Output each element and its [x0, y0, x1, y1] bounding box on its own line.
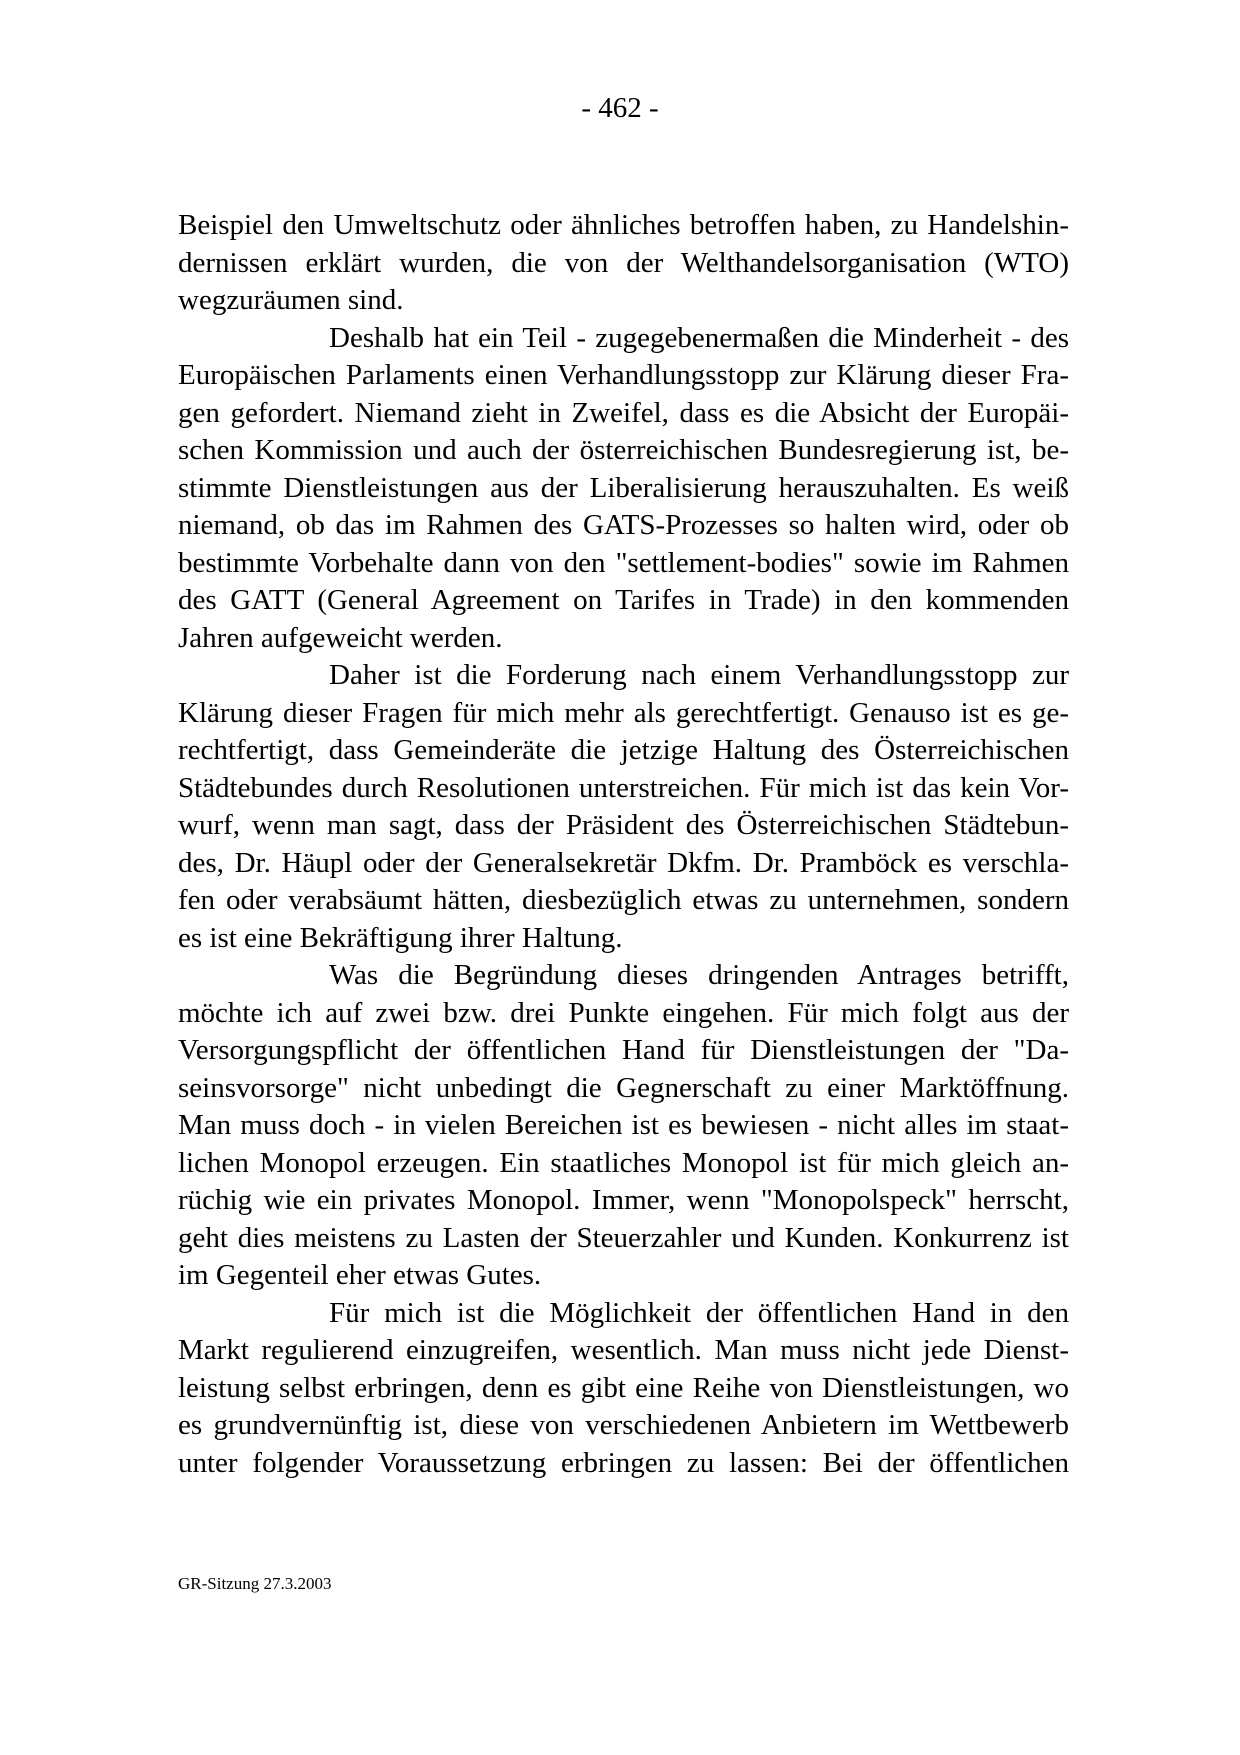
- text-line: wegzuräumen sind.: [178, 284, 404, 316]
- body-text: [178, 207, 1069, 1482]
- text-line: bestimmte Vorbehalte dann von den "settlement-bodies" sowie im Rahmen: [178, 546, 1069, 579]
- text-line: Daher ist die Forderung nach einem Verhandlungsstopp zur: [329, 659, 1069, 691]
- text-line: unter folgender Voraussetzung erbringen zu lassen: Bei der öffentlichen: [178, 1446, 1069, 1479]
- text-line: Markt regulierend einzugreifen, wesentlich. Man muss nicht jede Dienst-: [178, 1334, 1069, 1366]
- text-line: Beispiel den Umweltschutz oder ähnliches betroffen haben, zu Handelshin-: [178, 209, 1069, 241]
- text-line: Deshalb hat ein Teil - zugegebenermaßen die Minderheit - des: [329, 321, 1069, 354]
- text-line: Versorgungspflicht der öffentlichen Hand für Dienstleistungen der "Da-: [178, 1034, 1069, 1066]
- text-line: rechtfertigt, dass Gemeinderäte die jetzige Haltung des Österreichischen: [178, 734, 1069, 766]
- text-line: seinsvorsorge" nicht unbedingt die Gegnerschaft zu einer Marktöffnung.: [178, 1071, 1069, 1104]
- text-line: Städtebundes durch Resolutionen unterstreichen. Für mich ist das kein Vor-: [178, 771, 1069, 804]
- text-line: geht dies meistens zu Lasten der Steuerzahler und Kunden. Konkurrenz ist: [178, 1221, 1069, 1254]
- text-line: des GATT (General Agreement on Tarifes in Trade) in den kommenden: [178, 584, 1069, 616]
- text-line: lichen Monopol erzeugen. Ein staatliches Monopol ist für mich gleich an-: [178, 1146, 1069, 1179]
- text-line: es ist eine Bekräftigung ihrer Haltung.: [178, 921, 623, 954]
- page-number: - 462 -: [581, 92, 659, 124]
- text-line: gen gefordert. Niemand zieht in Zweifel, dass es die Absicht der Europäi-: [178, 396, 1069, 429]
- text-line: Für mich ist die Möglichkeit der öffentlichen Hand in den: [329, 1296, 1069, 1329]
- text-line: stimmte Dienstleistungen aus der Liberalisierung herauszuhalten. Es weiß: [178, 471, 1069, 504]
- text-line: Klärung dieser Fragen für mich mehr als gerechtfertigt. Genauso ist es ge-: [178, 696, 1069, 729]
- text-line: möchte ich auf zwei bzw. drei Punkte eingehen. Für mich folgt aus der: [178, 996, 1069, 1029]
- text-line: Jahren aufgeweicht werden.: [178, 621, 503, 654]
- text-line: rüchig wie ein privates Monopol. Immer, wenn "Monopolspeck" herrscht,: [178, 1184, 1069, 1216]
- text-line: leistung selbst erbringen, denn es gibt eine Reihe von Dienstleistungen, wo: [178, 1371, 1069, 1404]
- text-line: schen Kommission und auch der österreichischen Bundesregierung ist, be-: [178, 434, 1069, 466]
- text-line: Europäischen Parlaments einen Verhandlungsstopp zur Klärung dieser Fra-: [178, 359, 1069, 391]
- text-line: wurf, wenn man sagt, dass der Präsident des Österreichischen Städtebun-: [178, 809, 1069, 841]
- text-line: dernissen erklärt wurden, die von der Welthandelsorganisation (WTO): [178, 246, 1069, 279]
- text-line: es grundvernünftig ist, diese von verschiedenen Anbietern im Wettbewerb: [178, 1409, 1069, 1441]
- text-line: niemand, ob das im Rahmen des GATS-Prozesses so halten wird, oder ob: [178, 509, 1069, 541]
- text-line: des, Dr. Häupl oder der Generalsekretär Dkfm. Dr. Pramböck es verschla-: [178, 846, 1069, 879]
- text-line: Man muss doch - in vielen Bereichen ist es bewiesen - nicht alles im staat-: [178, 1109, 1069, 1141]
- footer-session-date: GR-Sitzung 27.3.2003: [178, 1574, 332, 1593]
- text-line: fen oder verabsäumt hätten, diesbezüglich etwas zu unternehmen, sondern: [178, 884, 1069, 916]
- text-line: im Gegenteil eher etwas Gutes.: [178, 1259, 542, 1291]
- text-line: Was die Begründung dieses dringenden Antrages betrifft,: [329, 959, 1069, 991]
